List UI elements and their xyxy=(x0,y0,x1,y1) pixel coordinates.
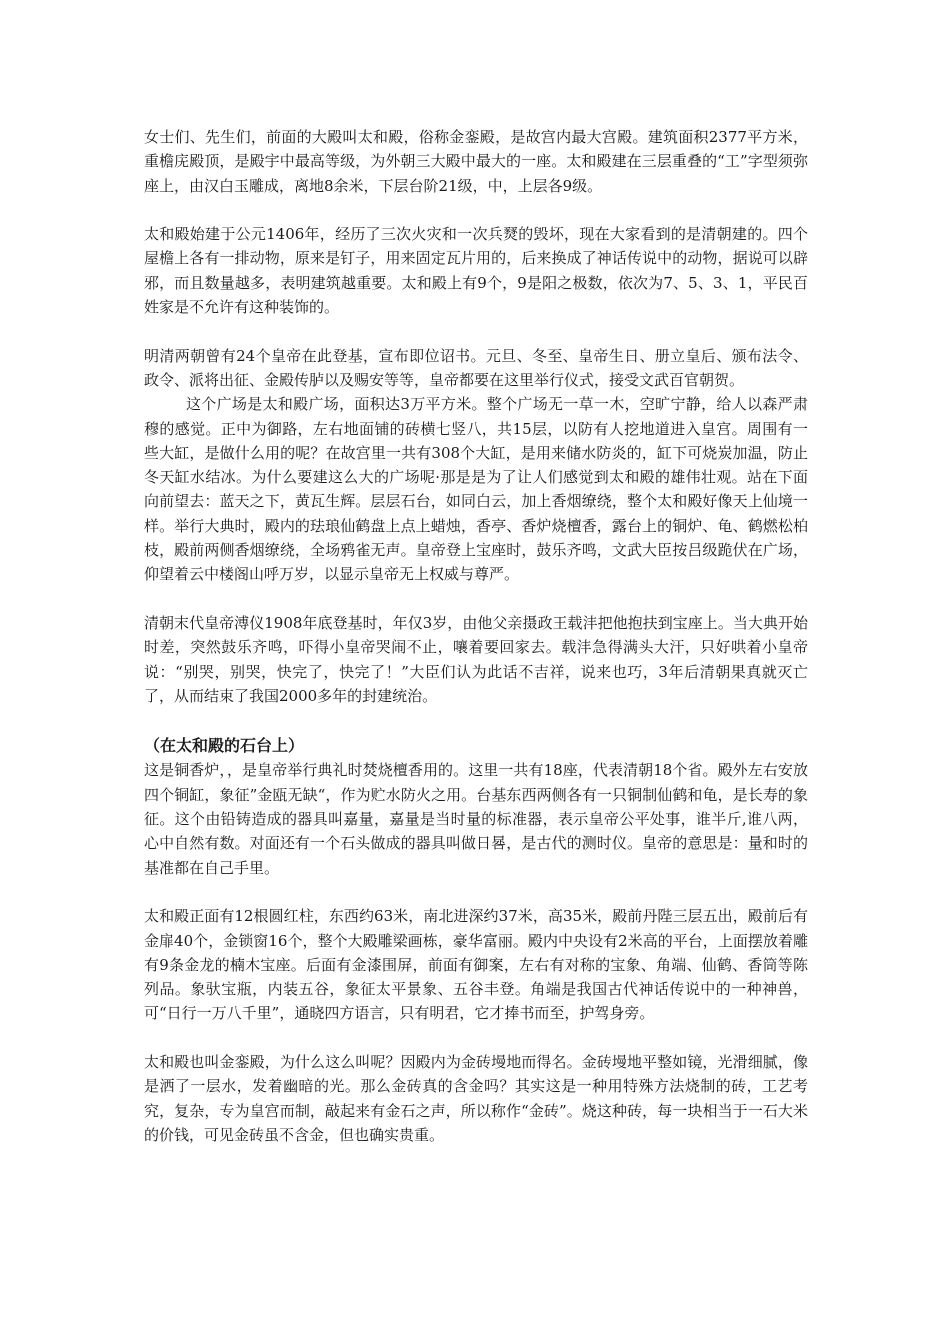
section-heading: （在太和殿的石台上） xyxy=(144,736,305,756)
paragraph-spacer xyxy=(144,587,808,611)
paragraph-spacer xyxy=(144,708,808,732)
paragraph-spacer xyxy=(144,198,808,222)
paragraph-puyi: 清朝末代皇帝溥仪1908年底登基时，年仅3岁，由他父亲摄政王载沣把他抱扶到宝座上。当大典开始时差，突然鼓乐齐鸣，吓得小皇帝哭闹不止，嚷着要回家去。载沣急得满头大汗，只好哄着小皇帝说：“别哭，别哭，快完了，快完了！”大臣们认为此话不吉祥，说来也巧，3年后清朝果真就灭亡了，从而结束了我国2000多年的封建统治。 xyxy=(144,613,808,705)
paragraph-stone-terrace: 这是铜香炉，，是皇帝举行典礼时焚烧檀香用的。这里一共有18座，代表清朝18个省。殿外左右安放四个铜缸，象征”金瓯无缺“，作为贮水防火之用。台基东西两侧各有一只铜制仙鹤和龟，是长寿的象征。这个由铅铸造成的器具叫嘉量，嘉量是当时量的标准器，表示皇帝公平处事，谁半斤,谁八两，心中自然有数。对面还有一个石头做成的器具叫做日晷，是古代的测时仪。皇帝的意思是：量和时的基准都在自己手里。 xyxy=(144,761,808,877)
paragraph-golden-bricks: 太和殿也叫金銮殿，为什么这么叫呢？因殿内为金砖墁地而得名。金砖墁地平整如镜，光滑细腻，像是洒了一层水，发着幽暗的光。那么金砖真的含金吗？其实这是一种用特殊方法烧制的砖，工艺考究，复杂，专为皇宫而制，敲起来有金石之声，所以称作“金砖”。烧这种砖，每一块相当于一石大米的价钱，可见金砖虽不含金，但也确实贵重。 xyxy=(144,1052,808,1144)
paragraph-intro: 女士们、先生们，前面的大殿叫太和殿，俗称金銮殿，是故宫内最大宫殿。建筑面积2377平方米，重檐庑殿顶，是殿宇中最高等级，为外朝三大殿中最大的一座。太和殿建在三层重叠的“工”字型须弥座上，由汉白玉雕成，离地8余米，下层台阶21级，中，上层各9级。 xyxy=(144,128,808,195)
paragraph-spacer xyxy=(144,319,808,343)
document-page xyxy=(144,125,808,1147)
paragraph-square: 这个广场是太和殿广场，面积达3万平方米。整个广场无一草一木，空旷宁静，给人以森严肃穆的感觉。正中为御路，左右地面铺的砖横七竖八，共15层，以防有人挖地道进入皇宫。周围有一些大缸，是做什么用的呢？在故宫里一共有308个大缸，是用来储水防炎的，缸下可烧炭加温，防止冬天缸水结冰。为什么要建这么大的广场呢·那是是为了让人们感觉到太和殿的雄伟壮观。站在下面向前望去：蓝天之下，黄瓦生辉。层层石台，如同白云，加上香烟缭绕，整个太和殿好像天上仙境一样。举行大典时，殿内的珐琅仙鹤盘上点上蜡烛，香亭、香炉烧檀香，露台上的铜炉、龟、鹤燃松柏枝，殿前两侧香烟缭绕，全场鸦雀无声。皇帝登上宝座时，鼓乐齐鸣，文武大臣按吕级跪伏在广场，仰望着云中楼阁山呼万岁，以显示皇帝无上权威与尊严。 xyxy=(144,395,808,584)
paragraph-history: 太和殿始建于公元1406年，经历了三次火灾和一次兵燹的毁坏，现在大家看到的是清朝建的。四个屋檐上各有一排动物，原来是钉子，用来固定瓦片用的，后来换成了神话传说中的动物，据说可以辟邪，而且数量越多，表明建筑越重要。太和殿上有9个，9是阳之极数，依次为7、5、3、1，平民百姓家是不允许有这种装饰的。 xyxy=(144,225,808,317)
paragraph-ceremonies: 明清两朝曾有24个皇帝在此登基，宣布即位诏书。元旦、冬至、皇帝生日、册立皇后、颁布法令、政令、派将出征、金殿传胪以及赐安等等，皇帝都要在这里举行仪式，接受文武百官朝贺。 xyxy=(144,346,808,389)
paragraph-spacer xyxy=(144,880,808,904)
paragraph-hall-interior: 太和殿正面有12根圆红柱，东西约63米，南北进深约37米，高35米，殿前丹陛三层五出，殿前后有金扉40个，金锁窗16个，整个大殿雕梁画栋，豪华富丽。殿内中央设有2米高的平台，上面摆放着雕有9条金龙的楠木宝座。后面有金漆围屏，前面有御案，左右有对称的宝象、角端、仙鹤、香筒等陈列品。象驮宝瓶，内装五谷，象征太平景象、五谷丰登。角端是我国古代神话传说中的一种神兽，可“日行一万八千里”，通晓四方语言，只有明君，它才捧书而至，护驾身旁。 xyxy=(144,907,808,1023)
paragraph-spacer xyxy=(144,1026,808,1050)
